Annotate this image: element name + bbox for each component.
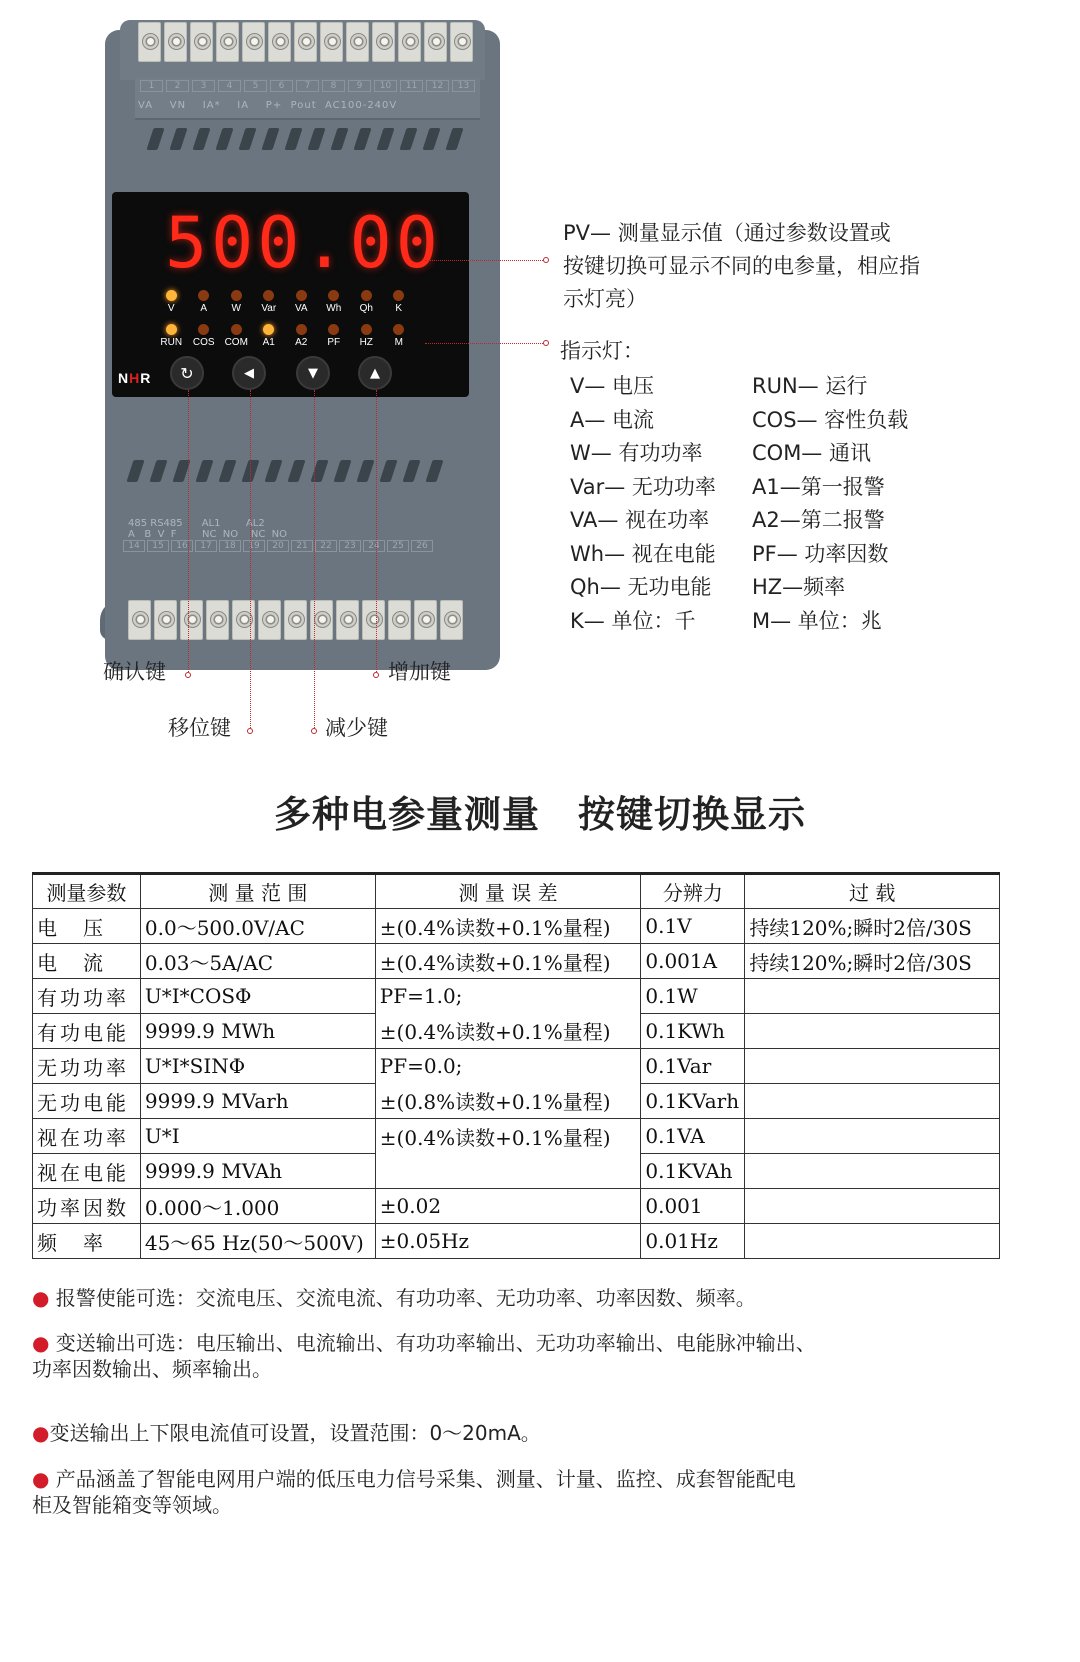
terminal-number: 11 [400,80,423,92]
table-row [33,1119,1000,1154]
indicator-label: M [394,337,403,348]
pv-line-2: 按键切换可显示不同的电参量，相应指 [563,254,920,278]
legend-entry: PF— 功率因数 [752,541,889,566]
note-coverage [32,1466,796,1518]
screw-terminal [180,600,203,640]
indicator-label: Qh [359,303,373,314]
shift-key[interactable]: ◀ [232,356,266,390]
indicator-wh [318,290,351,324]
terminal-number: 18 [219,540,241,552]
table-cell [745,1014,1000,1049]
legend-entry: Qh— 无功电能 [570,575,712,599]
table-cell: U*I [140,1119,375,1154]
table-row [33,979,1000,1014]
indicator-led [166,324,177,335]
vent-slot [402,460,420,482]
terminal-number: 20 [267,540,289,552]
legend-entry: V— 电压 [570,374,655,398]
terminal-number: 21 [291,540,313,552]
table-cell: 0.03～5A/AC [140,944,375,979]
table-cell [375,1154,641,1189]
table-cell: PF=0.0; [375,1049,641,1084]
vent-slot [353,128,371,150]
shift-key-label: 移位键 [168,716,231,740]
legend-entry: VA— 视在功率 [570,508,710,532]
terminal-number: 10 [374,80,397,92]
confirm-key-label: 确认键 [103,660,166,684]
vent-slot [149,460,167,482]
headline: 多种电参量测量 按键切换显示 [274,793,806,836]
bullet-icon: ● [32,1421,50,1445]
indicator-led [198,324,209,335]
screw-terminal [294,22,317,62]
table-cell: 0.1V [641,909,745,944]
reduce-key-label: 减少键 [325,716,388,740]
indicator-led [231,290,242,301]
legend-row [570,404,908,438]
table-cell: 有功电能 [33,1014,141,1049]
table-row [33,1049,1000,1084]
indicator-label: Var [261,303,277,314]
terminal-number: 5 [244,80,267,92]
indicator-led [328,324,339,335]
up-leader-line [376,390,377,672]
vent-slot [333,460,351,482]
indicator-label: K [395,303,403,314]
indicator-row-2 [155,324,415,358]
terminal-number: 16 [171,540,193,552]
table-cell: ±(0.4%读数+0.1%量程) [375,909,641,944]
table-cell: 0.0～500.0V/AC [140,909,375,944]
screw-terminal [138,22,161,62]
table-cell: 电 流 [33,944,141,979]
indicator-label: W [231,303,241,314]
table-cell [745,1154,1000,1189]
vent-slot [169,128,187,150]
indicator-legend [570,370,908,638]
shift-leader-line [250,390,251,730]
screw-terminal [242,22,265,62]
terminal-number: 8 [322,80,345,92]
terminal-number: 23 [339,540,361,552]
down-leader-dot [311,728,317,734]
table-cell: ±(0.8%读数+0.1%量程) [375,1084,641,1119]
table-cell: 0.1VA [641,1119,745,1154]
confirm-key[interactable]: ↻ [170,356,204,390]
table-cell: 0.1KWh [641,1014,745,1049]
indicator-w [220,290,253,324]
table-cell: 电 压 [33,909,141,944]
note-coverage-text-1: 产品涵盖了智能电网用户端的低压电力信号采集、测量、计量、监控、成套智能配电 [49,1467,796,1491]
vent-slot [264,460,282,482]
legend-row [570,571,908,605]
terminal-number: 24 [363,540,385,552]
terminal-labels-bottom: 485 RS485 AL1 AL2 A B V F NC NO NC NO [128,518,288,540]
terminal-number: 25 [387,540,409,552]
screw-terminal [346,22,369,62]
terminal-numbers-bottom [123,540,433,552]
screw-terminal [216,22,239,62]
indicator-pf [318,324,351,358]
indicator-a1 [253,324,286,358]
vent-slot [261,128,279,150]
note-transmit-text-1: 变送输出可选：电压输出、电流输出、有功功率输出、无功功率输出、电能脉冲输出、 [49,1331,816,1355]
brand-logo: NHR [118,370,152,386]
indicator-m [383,324,416,358]
vent-slot [238,128,256,150]
indicator-led [361,324,372,335]
screw-terminal [320,22,343,62]
table-cell: 视在电能 [33,1154,141,1189]
pv-leader-line [425,260,545,261]
table-cell: 无功电能 [33,1084,141,1119]
screw-terminal [398,22,421,62]
confirm-leader-dot [185,672,191,678]
header-resolution: 分辨力 [641,874,745,909]
indicator-a2 [285,324,318,358]
legend-entry: A2—第二报警 [752,508,885,532]
indicator-v [155,290,188,324]
vent-slot [192,128,210,150]
table-row [33,1224,1000,1259]
note-transmit [32,1330,816,1382]
pv-line-1: PV— 测量显示值（通过参数设置或 [563,221,891,245]
vent-slot [399,128,417,150]
table-cell: 9999.9 MVarh [140,1084,375,1119]
vent-slot [356,460,374,482]
screw-terminal [258,600,281,640]
terminal-number: 22 [315,540,337,552]
table-cell [745,1224,1000,1259]
table-cell: 无功功率 [33,1049,141,1084]
indicator-led [393,290,404,301]
table-row [33,1189,1000,1224]
indicator-label: PF [327,337,341,348]
legend-row [570,437,908,471]
terminal-number: 15 [147,540,169,552]
indicator-label: COM [224,337,248,348]
table-cell: 0.1KVarh [641,1084,745,1119]
indicator-k [383,290,416,324]
note-range [32,1420,541,1446]
indicator-label: COS [192,337,215,348]
screw-terminal [362,600,385,640]
table-cell: 持续120%;瞬时2倍/30S [745,944,1000,979]
down-key[interactable]: ▼ [296,356,330,390]
terminal-numbers-top [140,80,475,92]
indicator-led [296,324,307,335]
legend-entry: Var— 无功功率 [570,474,716,499]
vent-slot [284,128,302,150]
confirm-leader-line [188,390,189,672]
pv-line-3: 示灯亮） [563,287,647,311]
screw-terminal [284,600,307,640]
header-range: 测 量 范 围 [140,874,375,909]
table-row [33,1154,1000,1189]
table-cell [745,1189,1000,1224]
indicator-led [393,324,404,335]
indicator-leader-dot [543,340,549,346]
legend-entry: Wh— 视在电能 [570,541,716,566]
table-header-row [33,874,1000,909]
screw-terminal [336,600,359,640]
header-error: 测 量 误 差 [375,874,641,909]
table-cell: 0.000～1.000 [140,1189,375,1224]
meter-device-image [0,0,540,690]
indicator-label: A2 [295,337,308,348]
add-key-label: 增加键 [388,660,451,684]
note-coverage-text-2: 柜及智能箱变等领域。 [32,1493,232,1517]
indicator-led [361,290,372,301]
indicator-led [263,290,274,301]
indicator-led [166,290,177,301]
vent-slot [287,460,305,482]
table-cell: ±(0.4%读数+0.1%量程) [375,944,641,979]
vent-slot [195,460,213,482]
vent-slots-bottom [130,460,440,482]
screw-terminal [154,600,177,640]
vent-slot [218,460,236,482]
vent-slots-top [150,128,460,150]
terminal-number: 26 [411,540,433,552]
indicator-hz [350,324,383,358]
terminal-number: 2 [166,80,189,92]
screw-terminal [388,600,411,640]
table-cell: ±(0.4%读数+0.1%量程) [375,1119,641,1154]
indicator-label: A1 [262,337,275,348]
indicator-com [220,324,253,358]
table-cell: 9999.9 MWh [140,1014,375,1049]
legend-entry: HZ—频率 [752,575,846,599]
vent-slot [146,128,164,150]
table-cell: 视在功率 [33,1119,141,1154]
legend-entry: M— 单位：兆 [752,608,882,633]
table-cell: ±0.05Hz [375,1224,641,1259]
legend-entry: A— 电流 [570,407,655,432]
indicator-a [188,290,221,324]
screw-terminal [440,600,463,640]
down-leader-line [314,390,315,730]
terminal-block-top [138,22,473,62]
terminal-number: 12 [426,80,449,92]
table-cell: U*I*COSΦ [140,979,375,1014]
indicator-led [328,290,339,301]
header-param: 测量参数 [33,874,141,909]
terminal-number: 13 [452,80,475,92]
terminal-number: 4 [218,80,241,92]
table-cell: 0.01Hz [641,1224,745,1259]
legend-row [570,605,908,639]
bullet-icon: ● [32,1331,50,1355]
indicator-label: VA [294,303,308,314]
screw-terminal [190,22,213,62]
pv-display: 500.00 [165,202,442,284]
screw-terminal [164,22,187,62]
indicator-led [263,324,274,335]
bullet-icon: ● [32,1467,50,1491]
shift-leader-dot [247,728,253,734]
indicator-label: Wh [326,303,342,314]
table-cell: 有功功率 [33,979,141,1014]
screw-terminal [268,22,291,62]
table-cell: 0.1KVAh [641,1154,745,1189]
table-cell: 0.001 [641,1189,745,1224]
legend-entry: K— 单位：千 [570,608,696,633]
table-cell: 9999.9 MVAh [140,1154,375,1189]
vent-slot [307,128,325,150]
indicator-va [285,290,318,324]
screw-terminal [414,600,437,640]
table-body [33,909,1000,1259]
table-cell [745,1049,1000,1084]
legend-entry: RUN— 运行 [752,374,868,398]
table-cell: ±(0.4%读数+0.1%量程) [375,1014,641,1049]
indicator-run [155,324,188,358]
indicator-row-1 [155,290,415,324]
bullet-icon: ● [32,1286,50,1310]
table-cell: 0.001A [641,944,745,979]
up-leader-dot [373,672,379,678]
terminal-number: 9 [348,80,371,92]
screw-terminal [232,600,255,640]
terminal-number: 14 [123,540,145,552]
indicator-leader-line [425,343,545,344]
vent-slot [126,460,144,482]
vent-slot [379,460,397,482]
indicator-label: HZ [359,337,373,348]
legend-entry: COM— 通讯 [752,441,871,465]
table-cell [745,979,1000,1014]
legend-entry: COS— 容性负载 [752,407,909,432]
indicator-label: A [200,303,208,314]
terminal-number: 17 [195,540,217,552]
header-overload: 过 载 [745,874,1000,909]
legend-row [570,504,908,538]
vent-slot [330,128,348,150]
table-row [33,944,1000,979]
table-cell: ±0.02 [375,1189,641,1224]
table-cell: PF=1.0; [375,979,641,1014]
table-row [33,1014,1000,1049]
table-cell [745,1084,1000,1119]
indicator-label: RUN [160,337,183,348]
legend-entry: W— 有功功率 [570,441,703,465]
terminal-number: 1 [140,80,163,92]
indicator-title: 指示灯： [560,339,644,363]
pv-leader-dot [543,257,549,263]
legend-row [570,538,908,572]
spec-table [32,872,1000,1259]
terminal-number: 3 [192,80,215,92]
table-cell [745,1119,1000,1154]
indicator-qh [350,290,383,324]
table-cell: 0.1Var [641,1049,745,1084]
vent-slot [215,128,233,150]
screw-terminal [424,22,447,62]
terminal-number: 6 [270,80,293,92]
terminal-block-bottom [128,600,463,640]
terminal-number: 7 [296,80,319,92]
table-row [33,909,1000,944]
table-cell: 持续120%;瞬时2倍/30S [745,909,1000,944]
indicator-led [231,324,242,335]
vent-slot [376,128,394,150]
indicator-led [198,290,209,301]
note-transmit-text-2: 功率因数输出、频率输出。 [32,1357,272,1381]
table-cell: 频 率 [33,1224,141,1259]
table-cell: 功率因数 [33,1189,141,1224]
legend-entry: A1—第一报警 [752,474,885,499]
table-cell: 0.1W [641,979,745,1014]
screw-terminal [206,600,229,640]
table-cell: 45～65 Hz(50～500V) [140,1224,375,1259]
pv-description [563,217,920,316]
screw-terminal [450,22,473,62]
table-row [33,1084,1000,1119]
indicator-led [296,290,307,301]
table-cell: U*I*SINΦ [140,1049,375,1084]
legend-row [570,471,908,505]
note-alarm-text: 报警使能可选：交流电压、交流电流、有功功率、无功功率、功率因数、频率。 [49,1286,756,1310]
note-alarm [32,1285,756,1311]
indicator-var [253,290,286,324]
up-key[interactable]: ▲ [358,356,392,390]
vent-slot [422,128,440,150]
screw-terminal [372,22,395,62]
terminal-labels-top: VA VN IA* IA P+ Pout AC100-240V [138,100,398,111]
indicator-grid [155,290,415,358]
indicator-cos [188,324,221,358]
terminal-number: 19 [243,540,265,552]
indicator-label: V [167,303,175,314]
screw-terminal [128,600,151,640]
legend-row [570,370,908,404]
note-range-text: 变送输出上下限电流值可设置，设置范围：0～20mA。 [49,1421,541,1445]
